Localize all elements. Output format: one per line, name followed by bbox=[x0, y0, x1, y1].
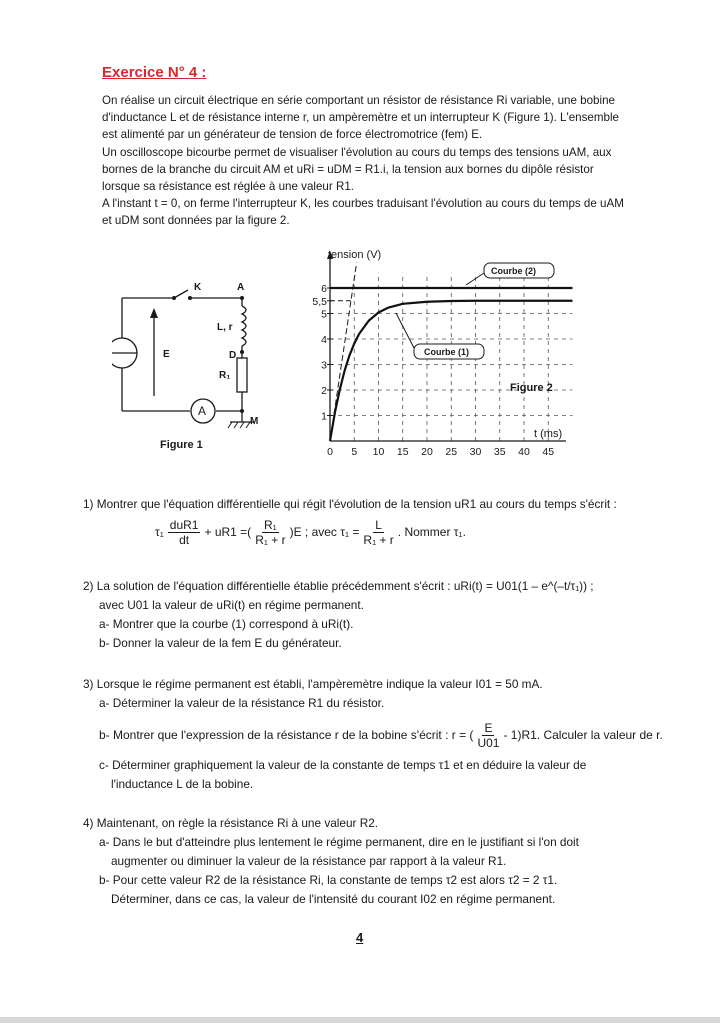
q2-a: a- Montrer que la courbe (1) correspond à uRi(t). bbox=[99, 617, 354, 631]
series-courbe-1 bbox=[330, 301, 573, 441]
x-tick-label: 10 bbox=[372, 446, 385, 458]
q3-b-pre: b- Montrer que l'expression de la résistance r de la bobine s'écrit : r = ( bbox=[99, 728, 474, 742]
label-E: E bbox=[163, 349, 170, 360]
q4-a2: augmenter ou diminuer la valeur de la résistance par rapport à la valeur R1. bbox=[111, 854, 507, 868]
label-M: M bbox=[250, 416, 259, 427]
chart-ylabel: tension (V) bbox=[328, 249, 382, 261]
intro-paragraph-3: A l'instant t = 0, on ferme l'interrupteur K, les courbes traduisant l'évolution au cours du temps de uAM et uDM sont données par la figure 2. bbox=[102, 197, 624, 228]
figure-2-chart bbox=[296, 243, 592, 473]
q4-text: 4) Maintenant, on règle la résistance Ri à une valeur R2. bbox=[83, 816, 379, 830]
q4-a1: a- Dans le but d'atteindre plus lentement le régime permanent, dire en le justifiant si l'on doit bbox=[99, 835, 579, 849]
y-tick-label: 6 bbox=[321, 283, 327, 295]
x-tick-label: 5 bbox=[351, 446, 358, 458]
exercise-intro bbox=[102, 92, 626, 230]
y-tick-label: 1 bbox=[321, 410, 327, 423]
page-bottom-bar bbox=[0, 1017, 720, 1023]
x-tick-label: 45 bbox=[542, 446, 555, 458]
y-tick-label: 5 bbox=[321, 308, 327, 321]
figure-1-caption: Figure 1 bbox=[160, 439, 203, 451]
q3-a: a- Déterminer la valeur de la résistance R1 du résistor. bbox=[99, 696, 385, 710]
eq-tau-def: $\frac{L}{\text{R₁ + r}}$ bbox=[363, 518, 394, 547]
x-tick-label: 25 bbox=[445, 446, 458, 458]
q4-b2: Déterminer, dans ce cas, la valeur de l'intensité du courant I02 en régime permanent. bbox=[111, 892, 556, 906]
q4-b1: b- Pour cette valeur R2 de la résistance Ri, la constante de temps τ2 est alors τ2 = 2 τ1. bbox=[99, 873, 558, 887]
q2-text: 2) La solution de l'équation différentielle établie précédemment s'écrit : uRi(t) = U01(1 – e^(–t/τ₁)) ; bbox=[83, 579, 594, 593]
eq-tail: . Nommer τ₁. bbox=[397, 525, 466, 539]
intro-paragraph-1: On réalise un circuit électrique en série comportant un résistor de résistance Ri variable, une bobine d'inductance L et de résistance interne r, un ampèremètre et un interrupteur K (Figure 1). L'ensemble est alimenté par un générateur de tension de force électromotrice (fem) E. bbox=[102, 94, 619, 142]
label-ammeter: A bbox=[198, 404, 207, 418]
label-Lr: L, r bbox=[217, 322, 233, 333]
y-tick-label: 4 bbox=[321, 334, 327, 346]
q3-c2: l'inductance L de la bobine. bbox=[111, 777, 254, 791]
intro-paragraph-2: Un oscilloscope bicourbe permet de visualiser l'évolution au cours du temps des tensions uAM, aux bornes de la branche du circuit AM et uRi = uDM = R1.i, la tension aux bornes du dipôle résistor lorsque sa résistance est réglée à une valeur R1. bbox=[102, 145, 612, 194]
q3-c1: c- Déterminer graphiquement la valeur de la constante de temps τ1 et en déduire la valeur de bbox=[99, 758, 587, 772]
curve-2-label: Courbe (2) bbox=[491, 266, 536, 276]
figure-2-caption: Figure 2 bbox=[510, 382, 553, 394]
question-4 bbox=[83, 814, 673, 909]
curve-1-label: Courbe (1) bbox=[424, 347, 469, 357]
page-number: 4 bbox=[356, 930, 364, 945]
x-tick-label: 15 bbox=[396, 446, 409, 458]
question-2 bbox=[83, 577, 673, 653]
question-3 bbox=[83, 675, 673, 794]
label-D: D bbox=[229, 350, 237, 361]
eq-derivative: $\frac{\text{duR1}}{dt}$ bbox=[169, 518, 199, 547]
y-tick-label: 3 bbox=[321, 359, 327, 372]
q1-equation bbox=[83, 518, 673, 547]
eq-tau: τ₁ bbox=[155, 525, 164, 539]
exercise-title: Exercice N° 4 : bbox=[102, 64, 207, 81]
figure-1-circuit bbox=[112, 276, 282, 466]
eq-end: )E ; avec τ₁ = bbox=[289, 525, 360, 539]
q3-b bbox=[83, 721, 673, 750]
chart-xlabel: t (ms) bbox=[534, 428, 563, 440]
x-tick-label: 30 bbox=[469, 446, 482, 458]
x-tick-label: 35 bbox=[493, 446, 506, 458]
q3-b-post: - 1)R1. Calculer la valeur de r. bbox=[503, 728, 663, 742]
x-tick-label: 20 bbox=[421, 446, 433, 458]
label-A: A bbox=[237, 282, 245, 293]
eq-middle: + uR1 =( bbox=[204, 525, 252, 539]
q2-b: b- Donner la valeur de la fem E du générateur. bbox=[99, 636, 342, 650]
q1-text: 1) Montrer que l'équation différentielle qui régit l'évolution de la tension uR1 au cours du temps s'écrit : bbox=[83, 497, 617, 511]
y-tick-label: 5,5 bbox=[312, 295, 327, 308]
label-R1: R₁ bbox=[219, 370, 231, 381]
q3-text: 3) Lorsque le régime permanent est établi, l'ampèremètre indique la valeur I01 = 50 mA. bbox=[83, 677, 543, 691]
q2-line2: avec U01 la valeur de uRi(t) en régime permanent. bbox=[99, 598, 364, 612]
label-K: K bbox=[194, 282, 202, 293]
q3-b-fraction: $\frac{E}{U01}$ bbox=[477, 721, 500, 750]
question-1 bbox=[83, 495, 673, 547]
x-tick-label: 40 bbox=[518, 446, 530, 458]
x-tick-label: 0 bbox=[327, 446, 333, 458]
y-tick-label: 2 bbox=[321, 385, 327, 397]
eq-ratio: $\frac{\text{R₁}}{\text{R₁ + r}}$ bbox=[255, 518, 286, 547]
